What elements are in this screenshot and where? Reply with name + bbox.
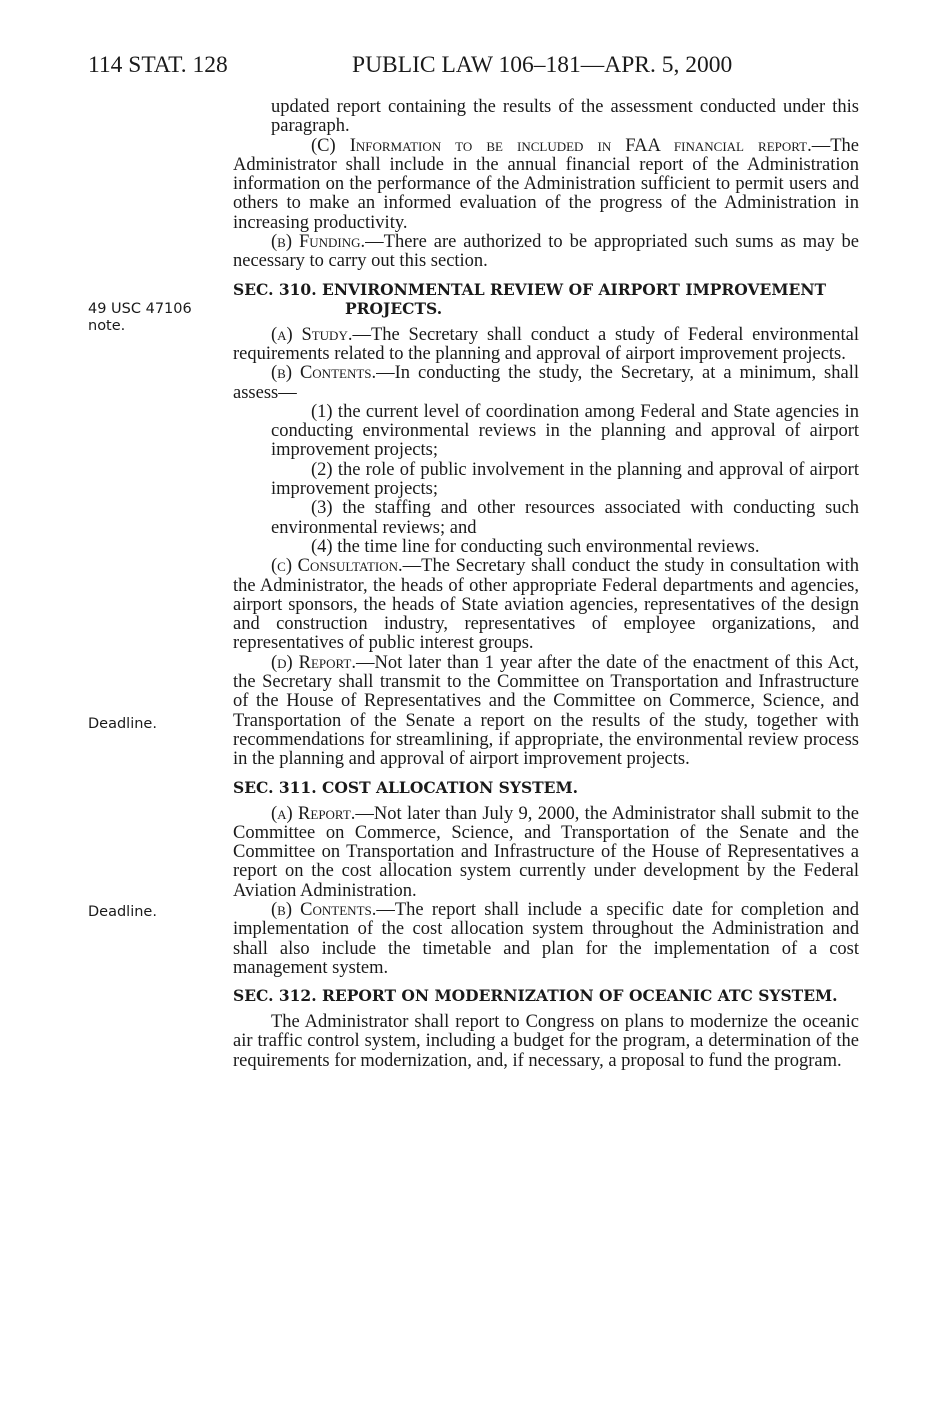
section-title: ENVIRONMENTAL REVIEW OF AIRPORT IMPROVEMENT PROJECTS.: [322, 279, 827, 318]
section-number: SEC. 311.: [233, 777, 317, 797]
usc-note-line2: note.: [88, 318, 126, 334]
section-title: COST ALLOCATION SYSTEM.: [322, 777, 579, 797]
paragraph-continuation: updated report containing the results of the assessment conducted under this paragraph.: [271, 97, 859, 137]
paragraph-310a: (a) Study.—The Secretary shall conduct a study of Federal environmental requirements related to the planning and approval of airport improvement projects.: [233, 324, 859, 364]
section-number: SEC. 310.: [233, 279, 317, 299]
paragraph-310b: (b) Contents.—In conducting the study, the Secretary, at a minimum, shall assess—: [233, 363, 859, 403]
paragraph-311b: (b) Contents.—The report shall include a specific date for completion and implementation of the cost allocation system throughout the Administration and shall also include the timetable and plan for the implementation of a cost management system.: [233, 899, 859, 978]
paragraph-funding: (b) Funding.—There are authorized to be appropriated such sums as may be necessary to carry out this section.: [233, 232, 859, 272]
section-number: SEC. 312.: [233, 986, 317, 1006]
section-312-heading: [233, 986, 859, 1005]
subsection-heading: (b) Contents.: [271, 899, 377, 920]
subsection-heading: (a) Study.: [271, 324, 353, 345]
deadline-margin-note-2: Deadline.: [88, 904, 157, 920]
paragraph-310b-1: (1) the current level of coordination among Federal and State agencies in conducting environmental reviews in the planning and approval of airport improvement projects;: [271, 401, 859, 461]
subsection-heading: (C) Information to be included in FAA financial report.: [311, 135, 812, 156]
subsection-heading: (b) Contents.: [271, 363, 377, 384]
paragraph-311a: (a) Report.—Not later than July 9, 2000, the Administrator shall submit to the Committee on Commerce, Science, and Transportation of the Senate and the Committee on Transportation and Infrastructure of the House of Representatives a report on the cost allocation system currently under development by the Federal Aviation Administration.: [233, 803, 859, 901]
paragraph-310b-2: (2) the role of public involvement in the planning and approval of airport improvement projects;: [271, 459, 859, 500]
subsection-heading: (d) Report.: [271, 652, 356, 673]
deadline-margin-note-1: Deadline.: [88, 716, 157, 732]
paragraph-financial-report: (C) Information to be included in FAA financial report.—The Administrator shall include in the annual financial report of the Administration information on the performance of the Administration sufficient to permit users and others to make an informed evaluation of the progress of the Administration in increasing productivity.: [233, 135, 859, 233]
paragraph-310b-3: (3) the staffing and other resources associated with conducting such environmental reviews; and: [271, 498, 859, 538]
section-311-heading: [233, 778, 859, 797]
subsection-heading: (b) Funding.: [271, 232, 366, 253]
paragraph-310d: (d) Report.—Not later than 1 year after the date of the enactment of this Act, the Secretary shall transmit to the Committee on Transportation and Infrastructure of the House of Representatives and the Committee on Commerce, Science, and Transportation of the Senate a report on the results of the study, together with recommendations for streamlining, if appropriate, the environmental review process in the planning and approval of airport improvement projects.: [233, 652, 859, 770]
paragraph-310b-4: (4) the time line for conducting such environmental reviews.: [311, 536, 760, 557]
subsection-heading: (c) Consultation.: [271, 556, 403, 577]
paragraph-310c: (c) Consultation.—The Secretary shall conduct the study in consultation with the Administrator, the heads of other appropriate Federal departments and agencies, airport sponsors, the heads of State aviation agencies, representatives of the design and construction industry, representatives of employee organizations, and representatives of public interest groups.: [233, 556, 860, 654]
body-text: [233, 98, 859, 1071]
paragraph-312: The Administrator shall report to Congress on plans to modernize the oceanic air traffic control system, including a budget for the program, a determination of the requirements for modernization, and, if necessary, a proposal to fund the program.: [233, 1012, 859, 1071]
usc-note-line1: 49 USC 47106: [88, 301, 192, 317]
section-title: REPORT ON MODERNIZATION OF OCEANIC ATC SYSTEM.: [322, 986, 838, 1006]
usc-margin-note: [88, 301, 192, 335]
subsection-heading: (a) Report.: [271, 803, 356, 824]
section-310-heading: [233, 280, 859, 318]
page-reference: 114 STAT. 128: [88, 52, 228, 78]
law-title: PUBLIC LAW 106–181—APR. 5, 2000: [352, 52, 733, 78]
